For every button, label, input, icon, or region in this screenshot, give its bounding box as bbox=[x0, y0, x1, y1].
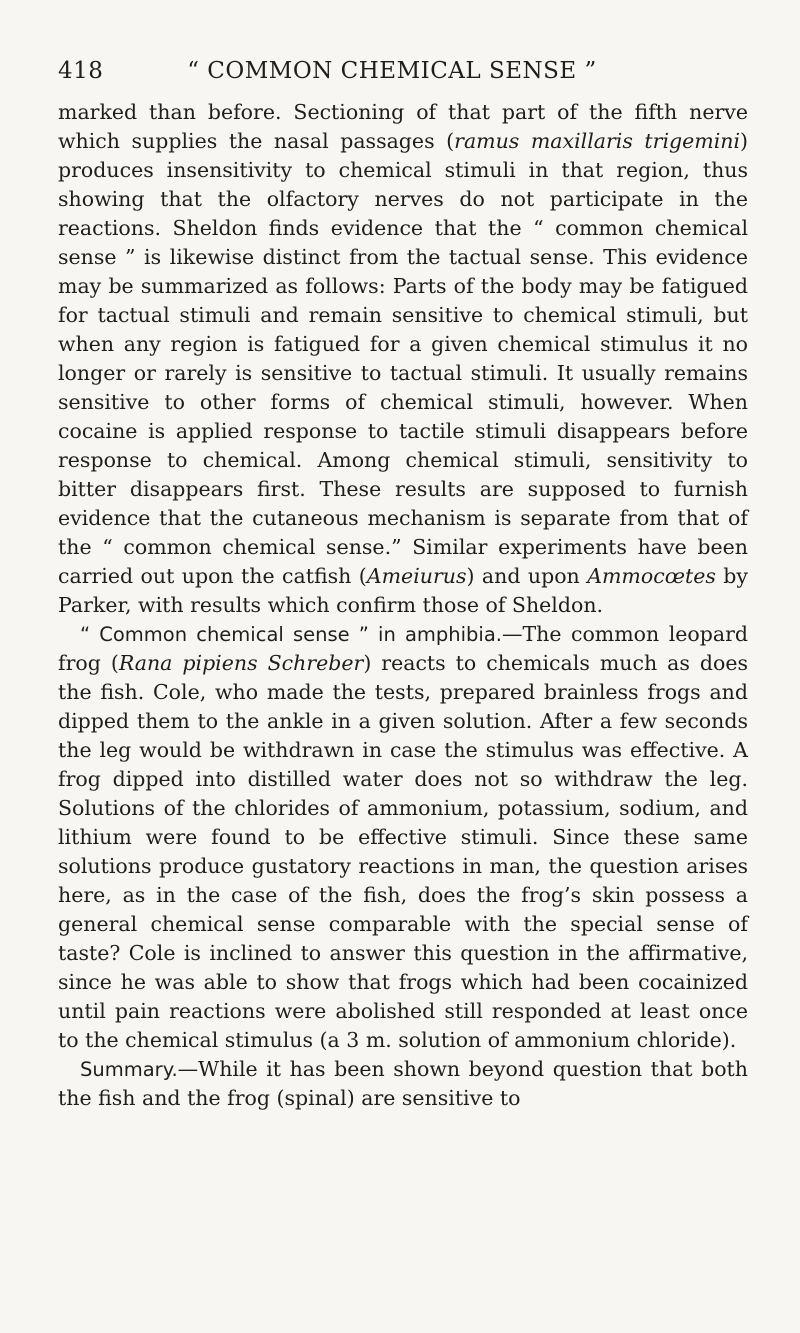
paragraph bbox=[58, 98, 748, 620]
latin-name: Ammocœtes bbox=[587, 564, 716, 588]
latin-name: ramus maxillaris trigemini bbox=[454, 129, 741, 153]
text-run: by Parker, with results which confirm those of Sheldon. bbox=[58, 564, 748, 617]
text-run: —While it has been shown beyond question that both the fish and the frog (spinal) are sensitive to bbox=[58, 1057, 748, 1110]
text-run: ) reacts to chemicals much as does the fish. Cole, who made the tests, prepared brainless frogs and dipped them to the ankle in a given solution. After a few seconds the leg would be withdrawn in case the stimulus was effective. A frog dipped into distilled water does not so withdraw the leg. Solutions of the chlorides of ammonium, potassium, sodium, and lithium were found to be effective stimuli. Since these same solutions produce gustatory reactions in man, the question arises here, as in the case of the fish, does the frog’s skin possess a general chemical sense comparable with the special sense of taste? Cole is inclined to answer this question in the affirmative, since he was able to show that frogs which had been cocainized until pain reactions were abolished still responded at least once to the chemical stimulus (a 3 m. solution of ammonium chloride). bbox=[58, 651, 748, 1052]
running-title: “ COMMON CHEMICAL SENSE ” bbox=[187, 58, 597, 84]
page-number: 418 bbox=[58, 58, 104, 84]
latin-name: Rana pipiens Schreber bbox=[118, 651, 364, 675]
paragraph bbox=[58, 620, 748, 1055]
text-run: ) and upon bbox=[466, 564, 588, 588]
text-run: ) produces insensitivity to chemical stimuli in that region, thus showing that the olfactory nerves do not participate in the reactions. Sheldon finds evidence that the “ common chemical sense ” is likewise distinct from the tactual sense. This evidence may be summarized as follows: Parts of the body may be fatigued for tactual stimuli and remain sensitive to chemical stimuli, but when any region is fatigued for a given chemical stimulus it no longer or rarely is sensitive to tactual stimuli. It usually remains sensitive to other forms of chemical stimuli, however. When cocaine is applied response to tactile stimuli disappears before response to chemical. Among chemical stimuli, sensitivity to bitter disappears first. These results are supposed to furnish evidence that the cutaneous mechanism is separate from that of the “ common chemical sense.” Similar experiments have been carried out upon the catfish ( bbox=[58, 129, 749, 588]
text-run: marked than before. Sectioning of that part of the fifth nerve which supplies the nasal passages ( bbox=[58, 100, 748, 153]
running-head bbox=[58, 56, 748, 96]
paragraph bbox=[58, 1055, 748, 1113]
section-run-in-heading: Summary. bbox=[80, 1058, 178, 1081]
section-run-in-heading: “ Common chemical sense ” in amphibia. bbox=[80, 623, 502, 646]
latin-name: Ameiurus bbox=[366, 564, 467, 588]
text-run: —The common leopard frog ( bbox=[58, 622, 748, 675]
body-text bbox=[58, 98, 748, 1113]
